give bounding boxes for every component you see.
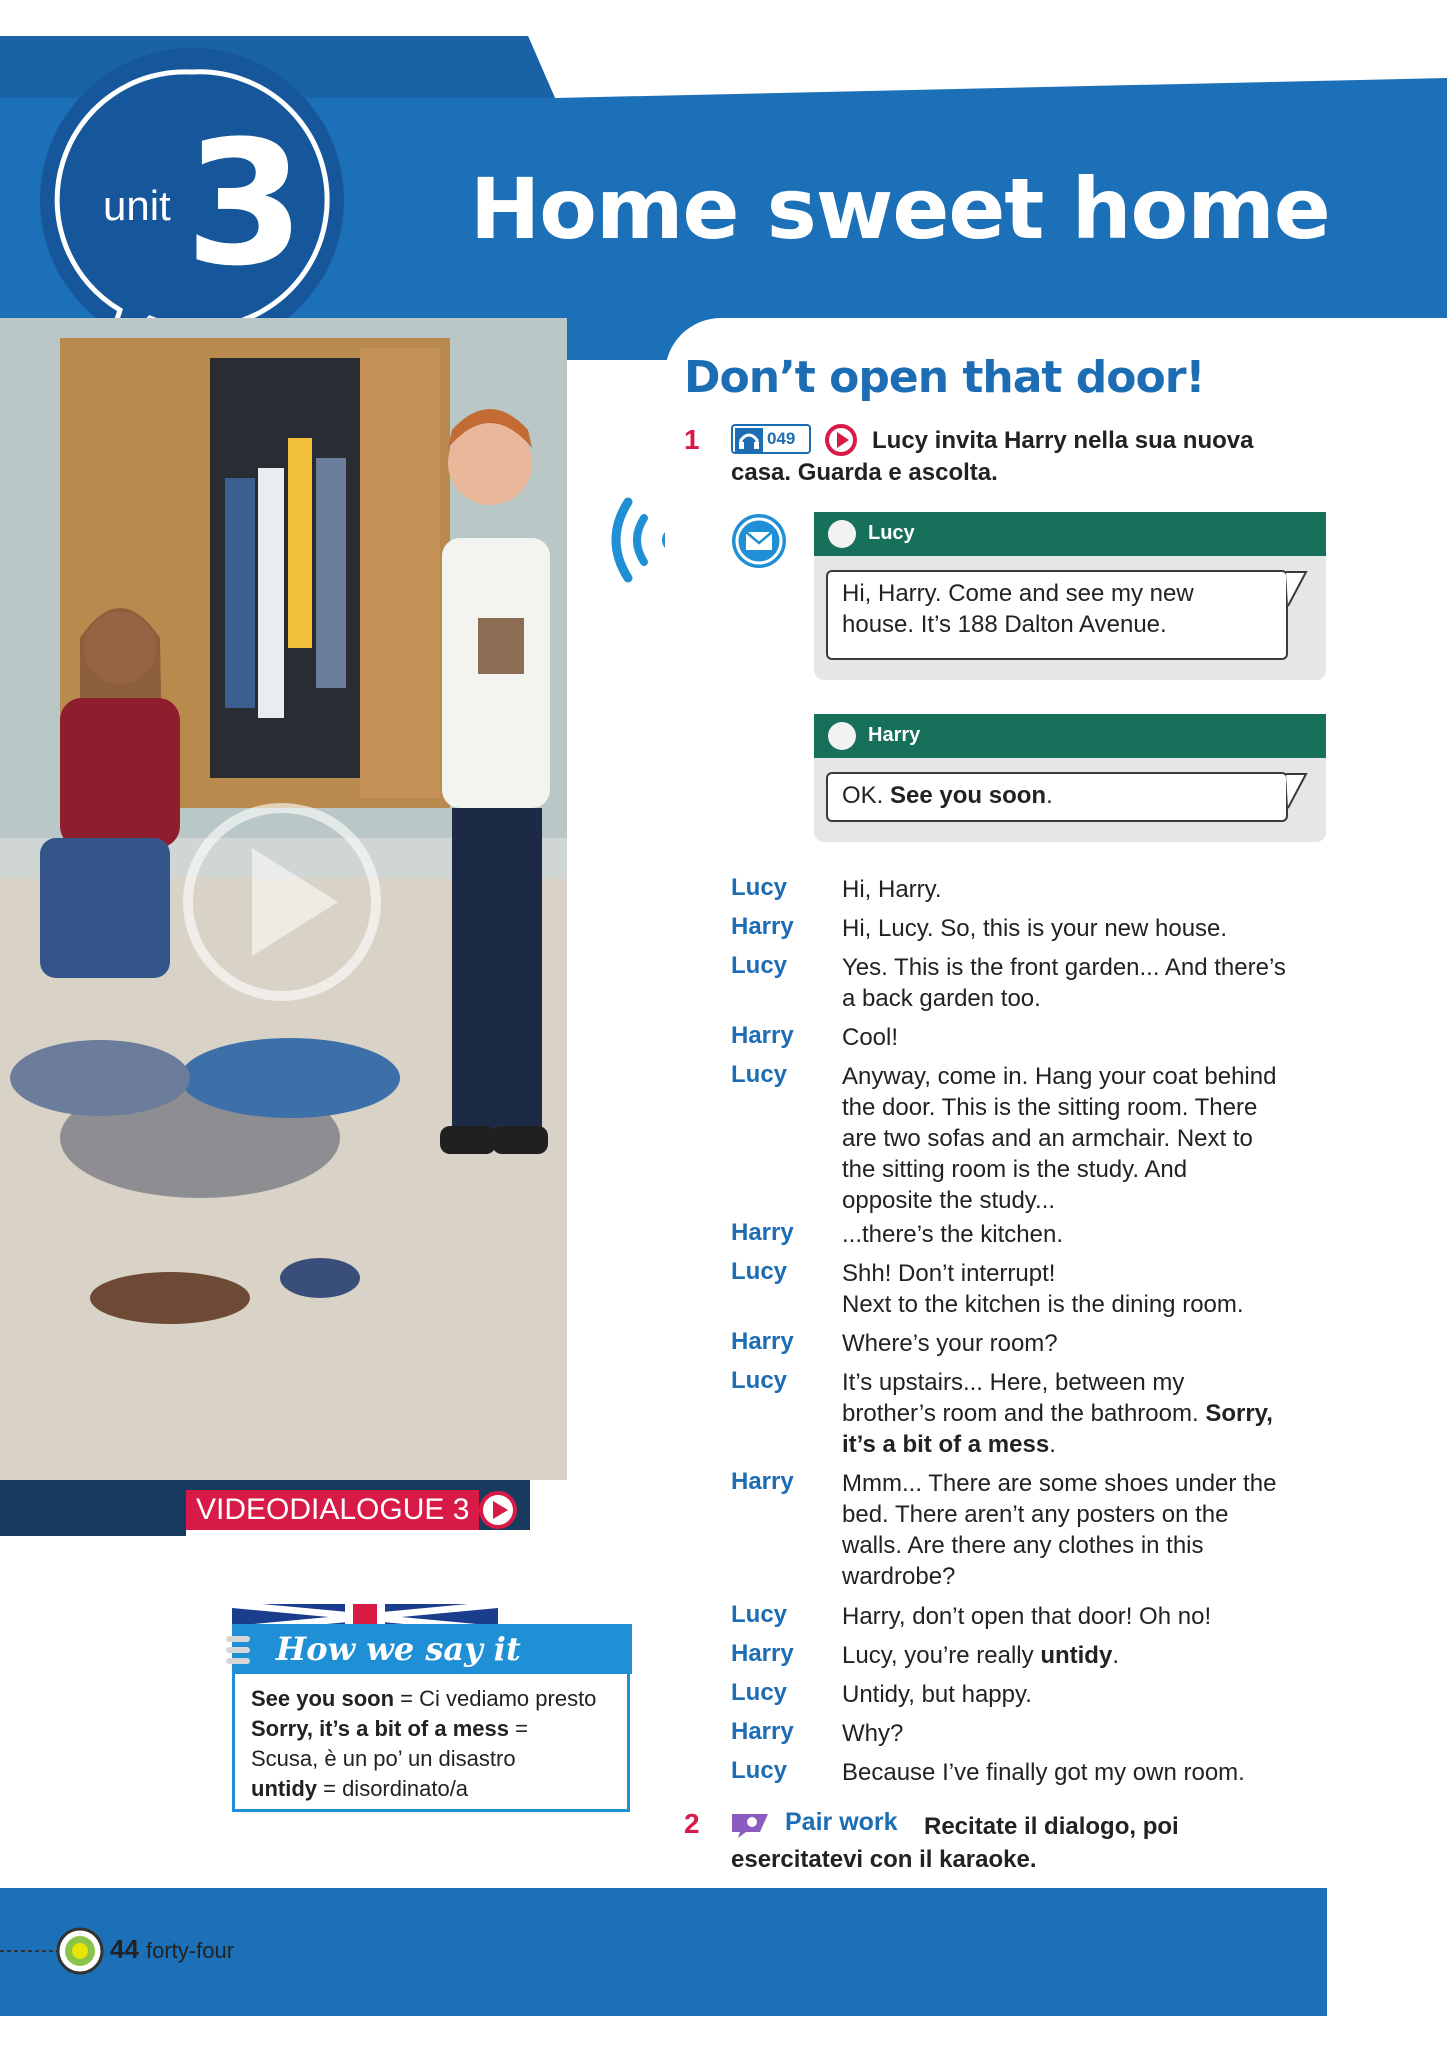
chat-text-line: Hi, Harry. Come and see my new — [842, 580, 1194, 607]
speaker-name: Lucy — [731, 1061, 788, 1088]
speaker-name: Harry — [731, 1219, 794, 1246]
dialogue-line: Hi, Harry. — [842, 876, 942, 903]
page-number-words: forty-four — [146, 1938, 235, 1963]
exercise1-instruction-line1: Lucy invita Harry nella sua nuova — [872, 427, 1254, 454]
exercise2-instruction-line2: esercitatevi con il karaoke. — [731, 1846, 1037, 1873]
speaker-name: Harry — [731, 1718, 794, 1745]
video-still-photo[interactable] — [0, 318, 567, 1480]
dialogue-line: Shh! Don’t interrupt! Next to the kitchen is the dining room. — [842, 1260, 1244, 1318]
chat-text-bold: See you soon — [890, 782, 1047, 809]
pair-work-icon — [730, 1810, 770, 1840]
dialogue-line: Mmm... There are some shoes under the bed. There aren’t any posters on the walls. Are there any clothes in this wardrobe? — [842, 1470, 1277, 1590]
chat-text-end: . — [1046, 782, 1053, 809]
dialogue-line: Why? — [842, 1720, 904, 1747]
chat-text: OK. — [842, 782, 884, 809]
speaker-name: Lucy — [731, 1679, 788, 1706]
dialogue-line: ...there’s the kitchen. — [842, 1221, 1064, 1248]
dialogue-line: Lucy, you’re really untidy. — [842, 1642, 1119, 1669]
exercise2-instruction-line1: Recitate il dialogo, poi — [924, 1813, 1179, 1840]
chat-bubble-lucy — [826, 570, 1288, 660]
chat-header-harry — [814, 714, 1326, 758]
speaker-name: Harry — [731, 1468, 794, 1495]
avatar — [828, 520, 856, 548]
speaker-name: Harry — [731, 1328, 794, 1355]
video-play-icon[interactable] — [824, 423, 858, 457]
dialogue-line: Where’s your room? — [842, 1330, 1058, 1357]
speaker-name: Lucy — [731, 874, 788, 901]
speaker-name: Lucy — [731, 1757, 788, 1784]
exercise-number: 2 — [684, 1808, 700, 1839]
chat-sender-name: Harry — [868, 724, 921, 746]
section-title: Don’t open that door! — [684, 352, 1205, 403]
phrase-line: Scusa, è un po’ un disastro — [251, 1746, 516, 1771]
audio-track-badge[interactable] — [731, 424, 811, 454]
audio-track-number: 049 — [767, 429, 796, 448]
speaker-name: Lucy — [731, 952, 788, 979]
speaker-name: Harry — [731, 1640, 794, 1667]
speaker-name: Harry — [731, 913, 794, 940]
unit-number: 3 — [185, 103, 305, 304]
exercise1-instruction-line2: casa. Guarda e ascolta. — [731, 459, 998, 486]
videodialogue-label[interactable]: VIDEODIALOGUE 3 — [186, 1490, 479, 1530]
how-we-say-it-title: How we say it — [276, 1630, 521, 1668]
speech-lines-icon — [222, 1630, 262, 1670]
chat-text-line: house. It’s 188 Dalton Avenue. — [842, 611, 1167, 638]
phrase-line: untidy = disordinato/a — [251, 1776, 469, 1801]
speaker-name: Lucy — [731, 1367, 788, 1394]
dialogue-line: Yes. This is the front garden... And there’s a back garden too. — [842, 954, 1286, 1012]
phrase-line: Sorry, it’s a bit of a mess = — [251, 1716, 528, 1741]
dialogue-line: Because I’ve finally got my own room. — [842, 1759, 1245, 1786]
unit-title: Home sweet home — [470, 160, 1330, 258]
unit-label: unit — [103, 182, 171, 229]
pair-work-label: Pair work — [785, 1808, 898, 1836]
speaker-name: Lucy — [731, 1601, 788, 1628]
speaker-name: Lucy — [731, 1258, 788, 1285]
speaker-name: Harry — [731, 1022, 794, 1049]
dialogue-line: Untidy, but happy. — [842, 1681, 1032, 1708]
dialogue-line: Harry, don’t open that door! Oh no! — [842, 1603, 1212, 1630]
chat-sender-name: Lucy — [868, 522, 915, 544]
dialogue-line: Anyway, come in. Hang your coat behind the door. This is the sitting room. There are two sofas and an armchair. Next to the sitting room is the study. And opposite the study... — [842, 1063, 1277, 1214]
chat-bubble-harry — [826, 772, 1288, 822]
phrase-line: See you soon = Ci vediamo presto — [251, 1686, 597, 1711]
bubble-tail-icon — [1286, 570, 1308, 610]
avatar — [828, 722, 856, 750]
dialogue-line: It’s upstairs... Here, between my brother’s room and the bathroom. Sorry, it’s a bit of a mess. — [842, 1369, 1273, 1458]
page-target-icon — [0, 1924, 108, 1978]
envelope-icon — [730, 512, 788, 570]
headphones-icon — [735, 428, 763, 452]
page-number: 44 — [110, 1934, 139, 1964]
dialogue-line: Cool! — [842, 1024, 899, 1051]
dialogue-line: Hi, Lucy. So, this is your new house. — [842, 915, 1228, 942]
play-icon[interactable] — [478, 1490, 518, 1530]
chat-header-lucy — [814, 512, 1326, 556]
bubble-tail-icon — [1286, 772, 1308, 812]
exercise-number: 1 — [684, 424, 700, 455]
